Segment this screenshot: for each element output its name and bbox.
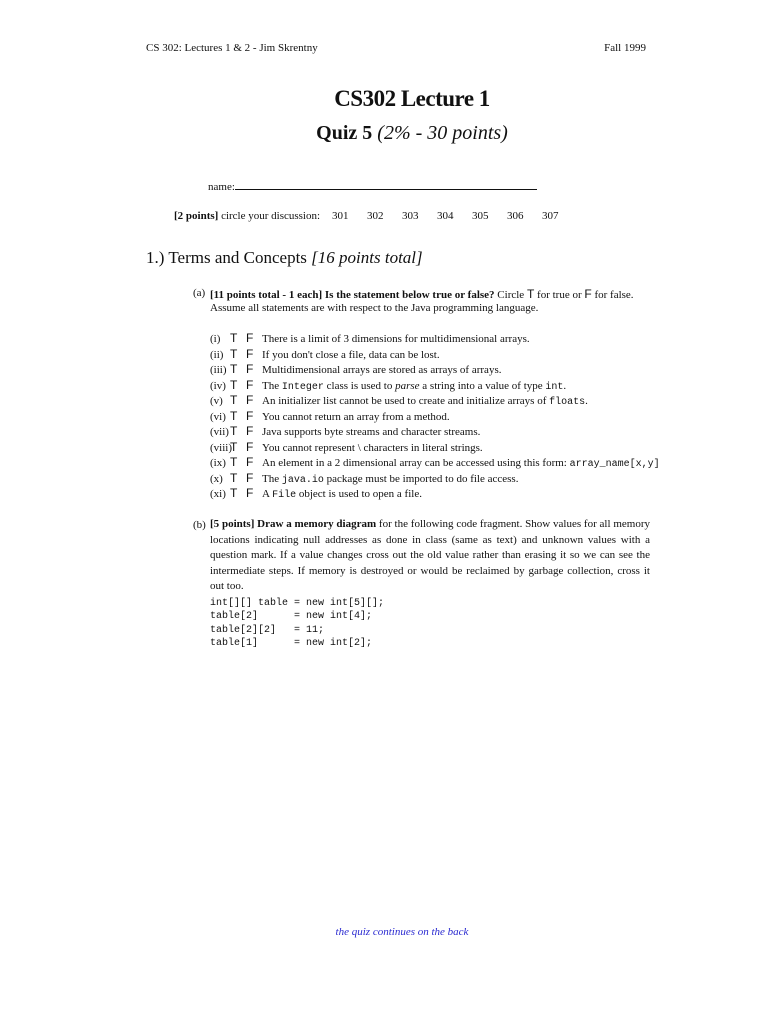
header-left: CS 302: Lectures 1 & 2 - Jim Skrentny	[146, 42, 318, 54]
name-line[interactable]	[235, 180, 537, 190]
item-statement	[262, 442, 483, 454]
section-heading	[146, 248, 423, 268]
quiz-detail: (2% - 30 points)	[377, 122, 508, 144]
statement-part: An element in a 2 dimensional array can be accessed using this form:	[262, 457, 570, 469]
item-number: (vii)	[210, 426, 229, 438]
item-number: (v)	[210, 395, 223, 407]
section-title: 1.) Terms and Concepts	[146, 248, 307, 267]
item-statement	[262, 395, 588, 408]
false-option[interactable]: F	[246, 455, 254, 469]
part-a-marker: (a)	[193, 287, 206, 299]
true-option[interactable]: T	[230, 377, 238, 392]
code-line: table[2] = new int[4];	[210, 611, 373, 623]
false-option[interactable]: F	[246, 470, 254, 485]
statement-part: parse	[395, 379, 420, 392]
statement-part: You cannot represent \ characters in literal strings.	[262, 441, 483, 454]
true-option[interactable]: T	[230, 362, 238, 376]
name-label: name:	[208, 181, 235, 193]
statement-part: The	[262, 379, 282, 392]
item-statement	[262, 349, 440, 361]
false-option[interactable]: F	[246, 424, 254, 438]
true-option[interactable]: T	[230, 455, 238, 469]
false-option[interactable]: F	[246, 331, 254, 345]
discussion-text: circle your discussion:	[218, 210, 321, 222]
statement-part: File	[272, 490, 297, 501]
true-option[interactable]: T	[230, 331, 238, 345]
text: for true or	[534, 289, 585, 301]
statement-part: package must be imported to do file access.	[323, 472, 519, 485]
part-b-marker: (b)	[193, 519, 206, 531]
code-line: table[2][2] = 11;	[210, 624, 325, 636]
discussion-option[interactable]: 307	[542, 210, 559, 222]
part-b-bold: Draw a memory diagram	[254, 518, 377, 530]
item-number: (i)	[210, 333, 221, 345]
header-right: Fall 1999	[604, 42, 646, 54]
item-number: (ii)	[210, 348, 224, 361]
part-a-instructions	[210, 287, 634, 301]
false-option[interactable]: F	[246, 486, 254, 500]
part-b-text: for the following code fragment. Show values for all memory locations indicating null addresses as done in class (same as text) and unknown values with a question mark. If a value changes cross out the old value rather than erasing it so we can see the intermediate steps. If memory is destroyed or would be reclaimed by garbage collection, cross it out too.	[210, 518, 650, 592]
discussion-option[interactable]: 306	[507, 210, 524, 222]
statement-part: If you don't close a file, data can be lost.	[262, 348, 440, 361]
statement-part: object is used to open a file.	[296, 488, 422, 500]
code-line: table[1] = new int[2];	[210, 637, 373, 649]
item-number: (x)	[210, 472, 223, 485]
true-option[interactable]: T	[230, 393, 238, 407]
item-statement	[262, 473, 518, 486]
true-option[interactable]: T	[230, 470, 238, 485]
item-number: (ix)	[210, 457, 226, 469]
item-statement	[262, 333, 530, 345]
item-statement	[262, 364, 501, 376]
statement-part: java.io	[281, 474, 324, 486]
item-statement	[262, 426, 480, 438]
false-option[interactable]: F	[246, 408, 254, 423]
code-block	[210, 597, 384, 650]
name-field[interactable]	[208, 180, 537, 193]
text: for false.	[591, 289, 634, 301]
false-option[interactable]: F	[246, 377, 254, 392]
part-b-instructions	[210, 517, 650, 595]
false-option[interactable]: F	[246, 346, 254, 361]
statement-part: A	[262, 488, 273, 500]
false-option[interactable]: F	[246, 393, 254, 407]
discussion-option[interactable]: 304	[437, 210, 454, 222]
discussion-option[interactable]: 301	[332, 210, 349, 222]
item-number: (xi)	[210, 488, 226, 500]
statement-part: Java supports byte streams and character streams.	[262, 426, 481, 438]
discussion-option[interactable]: 305	[472, 210, 489, 222]
code-line: int[][] table = new int[5][];	[210, 598, 385, 609]
discussion-label	[174, 210, 320, 222]
quiz-name: Quiz 5	[316, 122, 373, 144]
statement-part: .	[563, 379, 567, 392]
item-number: (vi)	[210, 410, 226, 423]
part-a-line2: Assume all statements are with respect to the Java programming language.	[210, 302, 539, 314]
text: Circle	[494, 289, 527, 301]
part-b-points: [5 points]	[210, 518, 255, 530]
section-points: [16 points total]	[311, 248, 423, 267]
statement-part: An initializer list cannot be used to create and initialize arrays of	[262, 395, 550, 407]
part-a-bold: [11 points total - 1 each] Is the statement below true or false?	[210, 289, 495, 301]
statement-part: array_name[x,y]	[569, 459, 660, 470]
statement-part: The	[262, 472, 282, 485]
true-option[interactable]: T	[230, 424, 238, 438]
statement-part: int	[545, 381, 564, 393]
item-number: (iii)	[210, 364, 227, 376]
statement-part: .	[585, 395, 588, 407]
item-number: (viii)	[210, 441, 232, 454]
true-option[interactable]: T	[230, 346, 238, 361]
item-number: (iv)	[210, 379, 226, 392]
true-option[interactable]: T	[230, 439, 238, 454]
statement-part: a string into a value of type	[419, 379, 546, 392]
item-statement	[262, 488, 422, 501]
statement-part: Integer	[281, 381, 324, 393]
item-statement	[262, 380, 566, 393]
statement-part: floats	[549, 397, 586, 408]
false-glyph: F	[584, 287, 592, 301]
statement-part: Multidimensional arrays are stored as arrays of arrays.	[262, 364, 502, 376]
statement-part: There is a limit of 3 dimensions for multidimensional arrays.	[262, 333, 530, 345]
item-statement	[262, 411, 450, 423]
item-statement	[262, 457, 660, 470]
footer-note: the quiz continues on the back	[335, 926, 469, 938]
true-option[interactable]: T	[230, 486, 238, 500]
discussion-option[interactable]: 302	[367, 210, 384, 222]
discussion-option[interactable]: 303	[402, 210, 419, 222]
page-title: CS302 Lecture 1	[334, 86, 490, 111]
false-option[interactable]: F	[246, 362, 254, 376]
false-option[interactable]: F	[246, 439, 254, 454]
statement-part: You cannot return an array from a method.	[262, 410, 450, 423]
true-option[interactable]: T	[230, 408, 238, 423]
true-glyph: T	[526, 287, 535, 301]
quiz-subtitle	[0, 122, 770, 145]
statement-part: class is used to	[323, 379, 396, 392]
discussion-points: [2 points]	[174, 210, 219, 222]
